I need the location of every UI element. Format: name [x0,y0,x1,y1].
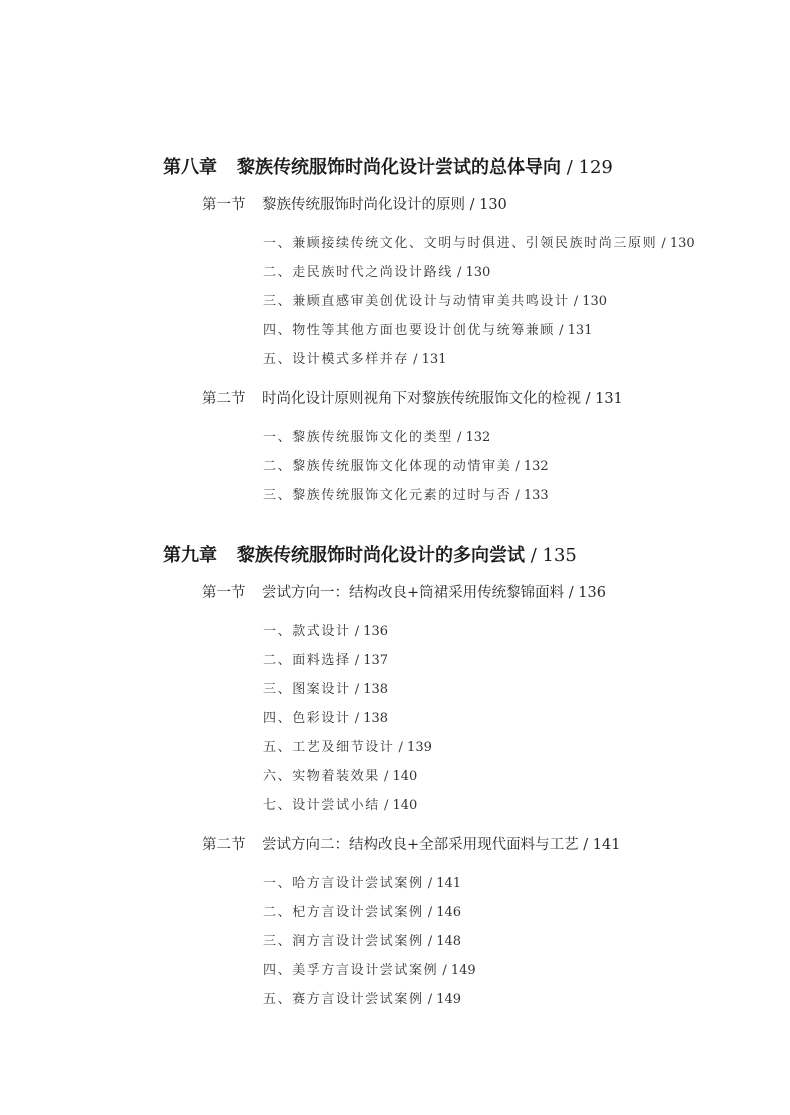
section-heading [202,387,623,408]
page-number: / 139 [394,740,432,755]
section-number: 第一节 [202,197,246,213]
toc-item [263,872,461,891]
toc-item [263,620,388,639]
page-number: / 131 [581,391,623,407]
page-number: / 130 [657,236,695,251]
item-title: 二、杞方言设计尝试案例 [263,905,424,920]
page-number: / 146 [423,905,462,920]
item-title: 五、工艺及细节设计 [263,740,395,755]
item-title: 七、设计尝试小结 [263,798,380,813]
toc-item [263,649,388,668]
toc-item [263,348,446,367]
item-title: 四、色彩设计 [263,711,351,726]
item-title: 三、润方言设计尝试案例 [263,934,424,949]
item-title: 一、哈方言设计尝试案例 [263,876,424,891]
section-heading [202,193,507,214]
section-heading [202,581,606,602]
chapter-heading [163,541,577,567]
toc-item [263,736,432,755]
page-number: / 131 [409,352,447,367]
toc-item [263,959,476,978]
item-title: 三、兼顾直感审美创优设计与动情审美共鸣设计 [263,294,570,309]
item-title: 五、赛方言设计尝试案例 [263,992,424,1007]
page-number: / 148 [423,934,462,949]
section-heading [202,833,620,854]
item-title: 一、款式设计 [263,624,351,639]
item-title: 三、图案设计 [263,682,351,697]
toc-item [263,930,461,949]
toc-item [263,455,549,474]
toc-item [263,484,549,503]
section-title: 尝试方向一：结构改良+筒裙采用传统黎锦面料 [262,585,565,601]
chapter-title: 黎族传统服饰时尚化设计尝试的总体导向 [237,157,561,178]
page-number: / 132 [452,430,491,445]
page-number: / 132 [511,459,549,474]
item-title: 四、物性等其他方面也要设计创优与统筹兼顾 [263,323,556,338]
toc-item [263,765,417,784]
page-number: / 130 [452,265,491,280]
section-number: 第一节 [202,585,246,601]
item-title: 三、黎族传统服饰文化元素的过时与否 [263,488,512,503]
page-number: / 129 [561,157,613,178]
section-title: 尝试方向二：结构改良+全部采用现代面料与工艺 [262,837,579,853]
toc-item [263,261,490,280]
item-title: 一、黎族传统服饰文化的类型 [263,430,453,445]
page-number: / 149 [438,963,476,978]
page-number: / 137 [350,653,389,668]
chapter-title: 黎族传统服饰时尚化设计的多向尝试 [237,545,525,566]
page-number: / 131 [555,323,593,338]
section-number: 第二节 [202,837,246,853]
section-title: 时尚化设计原则视角下对黎族传统服饰文化的检视 [262,391,581,407]
page-number: / 140 [379,769,418,784]
toc-item [263,707,388,726]
toc-item [263,319,592,338]
page-number: / 141 [423,876,462,891]
item-title: 四、美孚方言设计尝试案例 [263,963,439,978]
page-number: / 141 [578,837,621,853]
toc-item [263,232,695,251]
toc-item [263,794,417,813]
toc-item [263,290,607,309]
page-number: / 130 [465,197,507,213]
page-number: / 149 [423,992,462,1007]
item-title: 六、实物着装效果 [263,769,380,784]
item-title: 五、设计模式多样并存 [263,352,410,367]
item-title: 二、黎族传统服饰文化体现的动情审美 [263,459,512,474]
page-number: / 138 [350,711,389,726]
page-number: / 136 [564,585,606,601]
toc-item [263,988,461,1007]
page-number: / 130 [569,294,608,309]
item-title: 一、兼顾接续传统文化、文明与时俱进、引领民族时尚三原则 [263,236,658,251]
page-number: / 135 [525,545,577,566]
page-number: / 140 [379,798,418,813]
page-number: / 136 [350,624,389,639]
item-title: 二、走民族时代之尚设计路线 [263,265,453,280]
page-number: / 138 [350,682,389,697]
toc-item [263,426,490,445]
toc-item [263,901,461,920]
chapter-number: 第九章 [163,545,217,566]
item-title: 二、面料选择 [263,653,351,668]
section-title: 黎族传统服饰时尚化设计的原则 [262,197,465,213]
toc-item [263,678,388,697]
chapter-number: 第八章 [163,157,217,178]
chapter-heading [163,153,613,179]
page-number: / 133 [511,488,549,503]
section-number: 第二节 [202,391,246,407]
